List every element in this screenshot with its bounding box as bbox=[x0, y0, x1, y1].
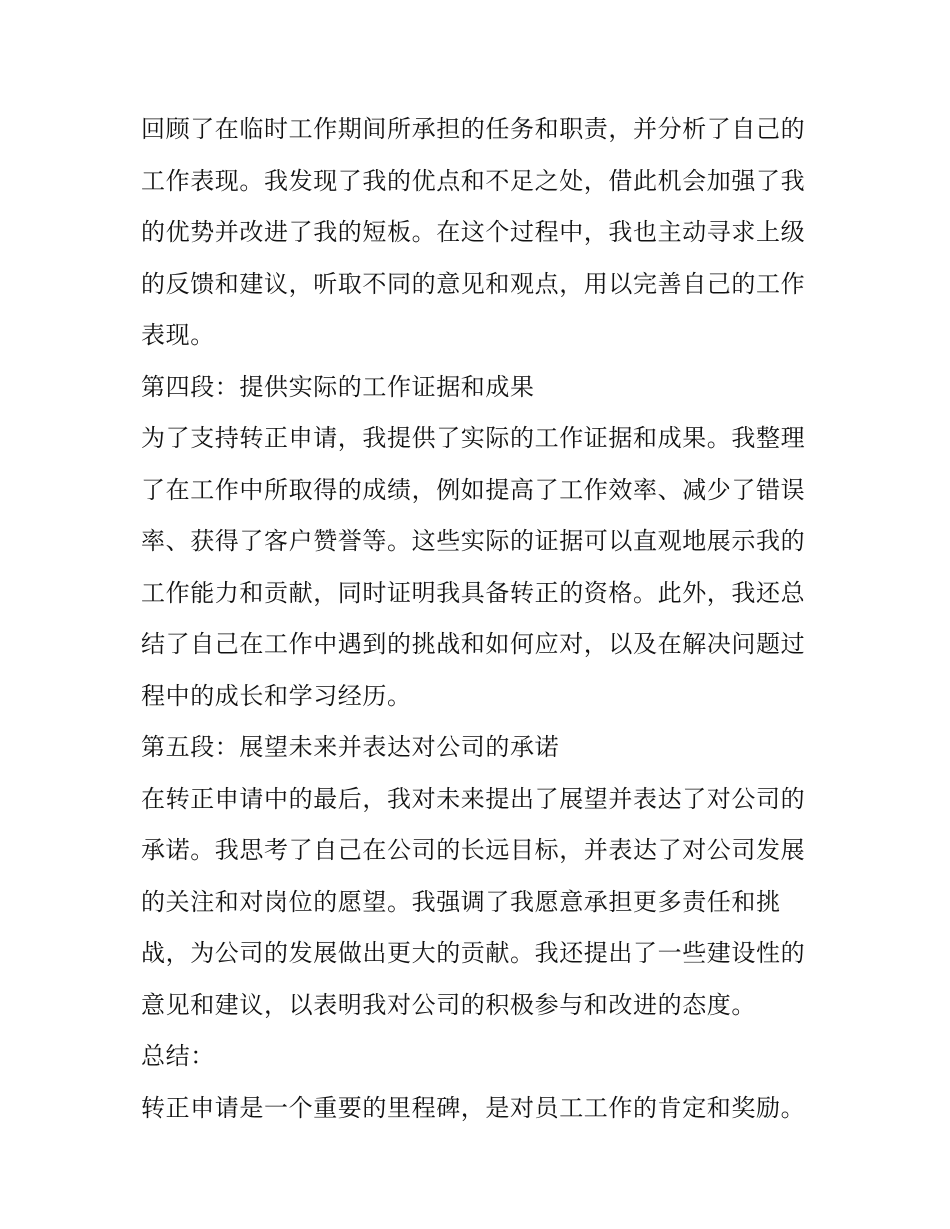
body-line: 战，为公司的发展做出更大的贡献。我还提出了一些建设性的 bbox=[141, 939, 806, 967]
body-line: 表现。 bbox=[141, 321, 215, 349]
body-line: 率、获得了客户赞誉等。这些实际的证据可以直观地展示我的 bbox=[141, 527, 806, 555]
body-line: 承诺。我思考了自己在公司的长远目标，并表达了对公司发展 bbox=[141, 836, 806, 864]
summary-heading: 总结： bbox=[141, 1042, 215, 1070]
body-line: 为了支持转正申请，我提供了实际的工作证据和成果。我整理 bbox=[141, 424, 806, 452]
body-line: 回顾了在临时工作期间所承担的任务和职责，并分析了自己的 bbox=[141, 115, 806, 143]
body-line: 的反馈和建议，听取不同的意见和观点，用以完善自己的工作 bbox=[141, 269, 806, 298]
body-line: 意见和建议，以表明我对公司的积极参与和改进的态度。 bbox=[141, 990, 756, 1019]
body-line: 工作表现。我发现了我的优点和不足之处，借此机会加强了我 bbox=[141, 166, 806, 195]
body-line: 在转正申请中的最后，我对未来提出了展望并表达了对公司的 bbox=[141, 784, 806, 813]
body-line: 结了自己在工作中遇到的挑战和如何应对，以及在解决问题过 bbox=[141, 630, 806, 658]
body-line: 的优势并改进了我的短板。在这个过程中，我也主动寻求上级 bbox=[141, 218, 806, 246]
body-line: 程中的成长和学习经历。 bbox=[141, 681, 412, 710]
section-heading-4: 第四段：提供实际的工作证据和成果 bbox=[141, 372, 535, 401]
section-heading-5: 第五段：展望未来并表达对公司的承诺 bbox=[141, 733, 560, 761]
body-line: 的关注和对岗位的愿望。我强调了我愿意承担更多责任和挑 bbox=[141, 887, 781, 916]
body-line: 了在工作中所取得的成绩，例如提高了工作效率、减少了错误 bbox=[141, 475, 806, 504]
body-line: 工作能力和贡献，同时证明我具备转正的资格。此外，我还总 bbox=[141, 578, 806, 607]
body-line: 转正申请是一个重要的里程碑，是对员工工作的肯定和奖励。 bbox=[141, 1093, 806, 1122]
document-body bbox=[141, 104, 813, 1134]
